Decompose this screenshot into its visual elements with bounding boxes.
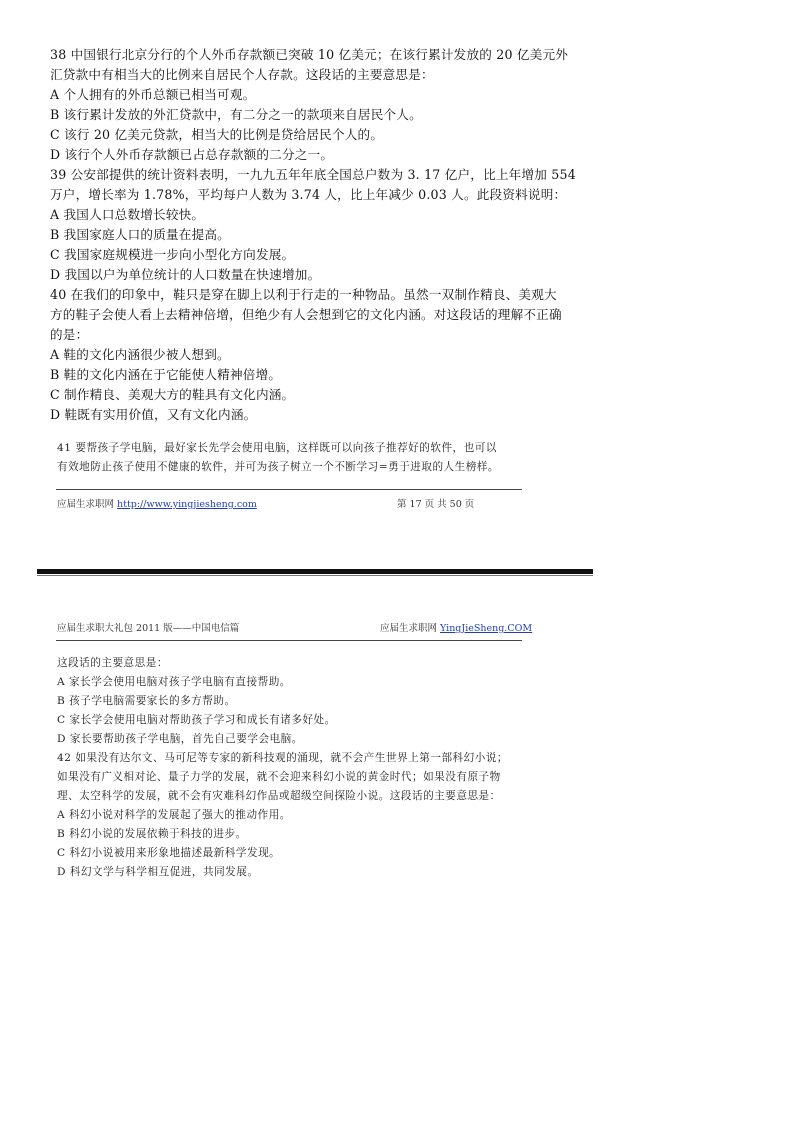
footer-site-link[interactable]: http://www.yingjiesheng.com	[117, 499, 257, 510]
text-line: D 科幻文学与科学相互促进，共同发展。	[57, 866, 259, 878]
text-line: D 家长要帮助孩子学电脑，首先自己要学会电脑。	[57, 733, 303, 745]
text-line: 汇贷款中有相当大的比例来自居民个人存款。这段话的主要意思是：	[50, 67, 434, 82]
page-header-site	[380, 624, 532, 634]
text-line: 有效地防止孩子使用不健康的软件，并可为孩子树立一个不断学习=勇于进取的人生榜样。	[57, 461, 500, 473]
text-line: A 科幻小说对科学的发展起了强大的推动作用。	[57, 809, 291, 821]
text-line: D 鞋既有实用价值，又有文化内涵。	[50, 407, 257, 422]
page-footer	[57, 500, 257, 510]
text-line: 理、太空科学的发展，就不会有灾难科幻作品或超级空间探险小说。这段话的主要意思是：	[57, 790, 501, 802]
footer-rule	[56, 489, 522, 490]
footer-site-name: 应届生求职网	[57, 499, 115, 510]
text-line: A 家长学会使用电脑对孩子学电脑有直接帮助。	[57, 676, 291, 688]
text-line: B 我国家庭人口的质量在提高。	[50, 227, 230, 242]
header-site-link[interactable]: YingJieSheng.COM	[440, 623, 533, 634]
text-line: D 该行个人外币存款额已占总存款额的二分之一。	[50, 147, 334, 162]
text-line: B 鞋的文化内涵在于它能使人精神倍增。	[50, 367, 282, 382]
text-line: C 我国家庭规模进一步向小型化方向发展。	[50, 247, 295, 262]
text-line: 如果没有广义相对论、量子力学的发展，就不会迎来科幻小说的黄金时代；如果没有原子物	[57, 771, 501, 783]
text-line: A 鞋的文化内涵很少被人想到。	[50, 347, 230, 362]
text-line: B 科幻小说的发展依赖于科技的进步。	[57, 828, 247, 840]
text-line: 万户，增长率为 1.78%，平均每户人数为 3.74 人，比上年减少 0.03 人。此段资料说明：	[50, 187, 567, 202]
page-separator	[37, 569, 593, 574]
text-line: 42 如果没有达尔文、马可尼等专家的新科技观的涌现，就不会产生世界上第一部科幻小说；	[57, 752, 509, 764]
text-line: B 该行累计发放的外汇贷款中，有二分之一的款项来自居民个人。	[50, 107, 422, 122]
text-line: D 我国以户为单位统计的人口数量在快速增加。	[50, 267, 321, 282]
text-line: 40 在我们的印象中，鞋只是穿在脚上以利于行走的一种物品。虽然一双制作精良、美观大	[50, 287, 557, 302]
text-line: 39 公安部提供的统计资料表明，一九九五年年底全国总户数为 3. 17 亿户，比上年增加 554	[50, 167, 576, 182]
text-line: A 个人拥有的外币总额已相当可观。	[50, 87, 256, 102]
text-line: B 孩子学电脑需要家长的多方帮助。	[57, 695, 236, 707]
text-line: 38 中国银行北京分行的个人外币存款额已突破 10 亿美元；在该行累计发放的 20 亿美元外	[50, 47, 569, 62]
header-rule	[56, 640, 522, 641]
text-line: C 家长学会使用电脑对帮助孩子学习和成长有诸多好处。	[57, 714, 336, 726]
text-line: 的是：	[50, 327, 89, 342]
text-line: 41 要帮孩子学电脑，最好家长先学会使用电脑，这样既可以向孩子推荐好的软件，也可以	[57, 442, 497, 454]
text-line: C 制作精良、美观大方的鞋具有文化内涵。	[50, 387, 295, 402]
text-line: C 科幻小说被用来形象地描述最新科学发现。	[57, 847, 281, 859]
page-separator-shadow	[37, 575, 593, 576]
page-header-title: 应届生求职大礼包 2011 版——中国电信篇	[57, 623, 240, 634]
text-line: 这段话的主要意思是：	[57, 657, 168, 669]
text-line: 方的鞋子会使人看上去精神倍增，但绝少有人会想到它的文化内涵。对这段话的理解不正确	[50, 307, 562, 322]
page-number: 第 17 页 共 50 页	[397, 499, 475, 510]
header-site-name: 应届生求职网	[380, 623, 438, 634]
text-line: A 我国人口总数增长较快。	[50, 207, 205, 222]
text-line: C 该行 20 亿美元贷款，相当大的比例是贷给居民个人的。	[50, 127, 384, 142]
